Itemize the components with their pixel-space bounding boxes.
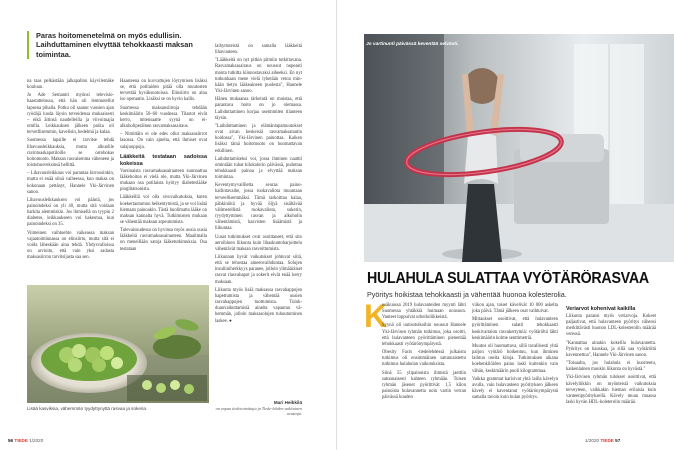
article-column-1	[382, 303, 466, 403]
issue-number: 1/2020	[585, 438, 600, 443]
paragraph: "Kannattaa ainakin kokeilla hulavannetta. Pyöritys on hauskaa, ja sillä saa vyötäröltä kavennettua", Hannele Yki-Järvinen sanoo.	[566, 340, 656, 358]
byline-description: on vapaa tiedetoimittaja ja Tiede-lehden vakituinen avustaja.	[215, 406, 302, 417]
paragraph: "Lääkkeitä on nyt pitkin pitmiin tutkittavana. Rasvamaksasairaus on noussut nopeasti monta tutkitta kiinnostavaksi aiheeksi. En nyt tutkunhaan mene vielä lyhetään vetoa minkään tietyn lääkeaineen puolesta", Hannele Yki-Järvinen sanoo.	[215, 58, 302, 95]
page-footer-right	[585, 438, 620, 443]
salad-photo	[27, 285, 209, 403]
paragraph: Keventymyvaillietta seuraa painohallintavaihe, jossa ruokavaliota muuntaan terveellisemmäksi. Tämä tarkoittaa kalaa, pähkinöitä ja hyvää öljyä sisältävää välimerellistä ruokavaliota, sokerin, ryydyttymmen rasvan ja alkoholin vähentämistä, kasvisten lisäämistä ja liikuntaa.	[215, 183, 302, 232]
article-headline: HULAHULA SULATTAA VYÖTÄRÖRASVAA	[367, 270, 649, 287]
subheading: Veriarvot kohenivat kaikilla	[566, 306, 636, 312]
page-footer-left	[8, 438, 43, 443]
paragraph: Uusat tutkimukset ovat osoittaneet, että sito aeroibinen liikunta kuin lihaskuntoharjoittelu vähentävät maksan rasvoittumista.	[215, 234, 302, 252]
paragraph: Lääkkeillä voi olla sivuvaikutuksia, kuten koekertautumon heikentymistä, ja se voi lisätä hiemaan painoakin. Tästä huolimatta lääke on maksan kannalta hyvä. Tutkimusten mukaan se vähentää maksan arpeutumista.	[120, 195, 207, 225]
paragraph: Liikunta paransi myös veriarvoja. Kokeet paljastivat, että hulavanteen pyöritys vähensi merkittävästi huonon LDL-kolesterolin määrää veressä.	[566, 314, 656, 338]
hula-hoop-illustration	[364, 34, 674, 262]
paragraph: – Nimittäin ei ole edes ollut maksansiirrot lasossa. On vain ajnelta, että ihmiset ovat salajuoppoja.	[120, 132, 207, 150]
issue-number: 1/2020	[29, 438, 44, 443]
paragraph: Syynä oli uutisotsikoihin noussut Hannele Yki-Järvisen ryhmän tutkimus, joka osoitti, että hulavanteen pyörittäminen pienentää tehokkaasti vyötärönympärystä.	[382, 323, 466, 347]
paragraph: Viimeinen vaihtoehto vaikeassa maksan vajaatoiminnassa on elinsiirto, mutta sitä ei voida läheskään aina tehdä. Yhdysvalloissa on arvioitu, että vain yksi sadasta maksasiirron tarvitsijasta saa sen.	[27, 230, 114, 261]
paragraph: Yki-Järvisen ryhmän tulokset osoittivat, että kävelyliikkin on myönteisiä vaikutuksia terveyteen, vaikkakin hieman erilaisia kuin vanteenpyörityksellä. Kävely muun muassa laski hyvän HDL-koleterolin määrää.	[566, 375, 656, 406]
paragraph: Varsinaista rasvamaksasairauteen suunnattua lääkehoitoa ei vielä ole, mutta Yki-Järvinen mukaan osa potilaista hyötyy diabeteslääke pioglitatsonista.	[120, 168, 207, 193]
paragraph: Liikunnan hyvät vaikutukset johtuvat siitä, että se tehostaa aineenvaihduntaa. Solujen insuliiniherkkyys paranee, jolloin ylimääräiset rasvat riasvahapot ja sokerit eivät enää kerry maksaan.	[215, 255, 302, 285]
subheading: Lääkkeitä testataan sadoissa kokeissa	[120, 153, 207, 167]
article-column-2	[472, 303, 558, 403]
article-deck: Pyöritys hoikistaa tehokkaasti ja vähentää huonoa kolesterolia.	[367, 290, 567, 299]
paragraph: Siinä 55 ylipainoista ihmistä jaettiin satunnaisesti kahteen ryhmään. Toisen ryhmän jäsenet pyörittivät 1,5 kilon painoista hulavannetta noin vartin verran päivässä kuuden	[382, 370, 466, 401]
paragraph: Mittaukset osoittivat, että hulavanteen pyörittäminen sulatti tehokkaasti keskivartalon rasvakertymiä: vyötäröltä lähti keskimäärin kolme senttimetriä.	[472, 317, 558, 341]
paragraph: Vaikka grammat karisivat yhtä lailla kävelyn avulla, vain hulavanteen pyörityksen jälkeen kävely ei kaventanut vyötärönympärystä samalla tavoin kuin hulan pyöritys.	[472, 376, 558, 401]
page-number: 57	[615, 438, 621, 443]
paragraph: Obesity Facts -tiedelehdessä julkaistu tutkimus oli ensimmäinen satunnaistettu tutkimus hulahulan vaikutuksista.	[382, 350, 466, 368]
right-page	[337, 0, 674, 450]
paragraph: Muutos oli huomattava, sillä tavallisesti yhtä paljon vyötärö hoikentuu, kun ihminen laihtuu useita kiloja. Tutkimuksen aikana koehenkilöiden paino laski kuitenkin vain vähän, keskimäärin puoli kilogrammaa.	[472, 343, 558, 374]
paragraph: laihyttoteistä on samalla lääkkeitä lihavuuteen.	[215, 44, 302, 56]
byline-name: Mari Heikkilä	[273, 400, 302, 405]
paragraph: Tulevaisuudessa on hyvinsa myös uusia uusia lääkkeitä rasvamaksasairauteen. Maailmalla on meneillään satoja lääketutkimuksia. Osa testataan	[120, 228, 207, 252]
brand-name: TIEDE	[14, 438, 28, 443]
paragraph: esäkuussa 2019 hulavanteiden myynti lähti Suomessa yhtäkkiä huimaan nousuun. Vanteet loppuivat urheiluliikkeistä.	[382, 303, 466, 321]
article-column-3	[566, 303, 656, 408]
photo-caption: Lisää kasviksia, vähemmän tyydyttynyttä rasvaa ja sokeria.	[27, 406, 148, 411]
paragraph: na taas pelkästään jalkapallon käyvilemäke kouluun.	[27, 79, 114, 91]
paragraph: – Lihavuusleikkaus voi parantaa kirroosinkin, mutta ei enää siinä vaiheessa, kun maksa on kokonaan pettänyt, Hannele Yki-Järvinen sanoo.	[27, 171, 114, 195]
paragraph: Jo Ade Semantri myönsi televisiohaastattelussa, että hän oli lemmotellut lapsena pihalla. Potku oli saanut vuosien ajan ryödäjä luoda läysin totveidensa muksaisesti – eikä äitinsä naudelleilla ja viivoituajia omilla. Leikkauksen jälkeen poika oli tervetllisemmin, kavelisin, hedelmä ja kalaa.	[27, 93, 114, 136]
paragraph: "Toisaalta, jos hulahula ei kuorreetu, kaikenlainen muukin liikunta on hyvästä."	[566, 361, 656, 373]
brand-name: TIEDE	[600, 438, 614, 443]
drop-cap: K	[364, 298, 388, 334]
pull-quote: Paras hoitomenetelmä on myös edullisin. Laihduttaminen elvyttää tehokkaasti maksan toimintaa.	[27, 31, 216, 59]
article-column-2	[120, 79, 207, 255]
paragraph: Liikunta myös lisää maksassa rasvahappojen hapettumista ja vähentää uusien rasvahappojen tuottumista. Tulokduanvaikuttamisiä aineita vapautuu vähemmän, jolloin maksasolujen tuhoutuminen laskee. ●	[215, 287, 302, 324]
paragraph: Suomessa lapsille ei tarvitse tehdä lihavuusleikkauksia, mutta alkuolile ravintoaskapotiloille se ostohokas hoitomuoto. Maksan rasvaisenma väheneen ja toistuhusveksinsä hellittä.	[27, 138, 114, 169]
paragraph: Laihduttamiseksi voi, jossa ihminen naattii omintään tuhat kilokalorin päivässä, pudottaa tehokkaasti painoa ja elvyttää maksan toimintaa.	[215, 156, 302, 181]
paragraph: "Laihduttaminen ja elämäntapamuutokset ovat aivan keskeisiä rasvamaksatautin hoidossa", Yki-Järvinen painottaa. Kaiken lisäksi tämä hoitomuoto on huomattavan edullinen.	[215, 123, 302, 154]
salad-illustration	[27, 285, 209, 403]
paragraph: Suomessa maksansiirtoja tehdään keskimäärin 50–60 vuodessa. Tilastot eivät kerro, mitensaatte syynä on eialkoholiperäinen rasvamaksasairaus.	[120, 105, 207, 130]
page-number: 56	[8, 438, 14, 443]
paragraph: Lihavuusleikkauksen voi päästä, jos painoindeksi on yli 40, mutta sitä voidaan harkita alemmiskin. Jos ihmisellä on tyypin 2 diabetes, leikkaukseen voi hakeutua, kun painoindeksi on 35.	[27, 197, 114, 228]
paragraph: Hänen mukaansa tärkeintä on muistaa, että parantava hoito on jo olemassa. Laihduttaminen korjaa useimmiten tilanteen täysin.	[215, 97, 302, 121]
paragraph: Haasteena on kuvvattujen löytymisen lisäksi se, että potilaiden pitää olla muutosten tervettää hyväksuntoissa. Elinsiirto on aina iso operaatio. Lisäksi se on hyvin kallis.	[120, 79, 207, 103]
photo-caption-overlay: Jo vartinunti päivässä keventää selvästi.	[366, 42, 459, 47]
article-column-1	[27, 79, 114, 263]
paragraph: viikon ajan, toiset kävelivät 10 000 askelta joka päivä. Tämä jälkeen osat vaihtuivat.	[472, 303, 558, 315]
article-column-3	[215, 44, 302, 327]
hula-hoop-photo	[364, 34, 674, 262]
